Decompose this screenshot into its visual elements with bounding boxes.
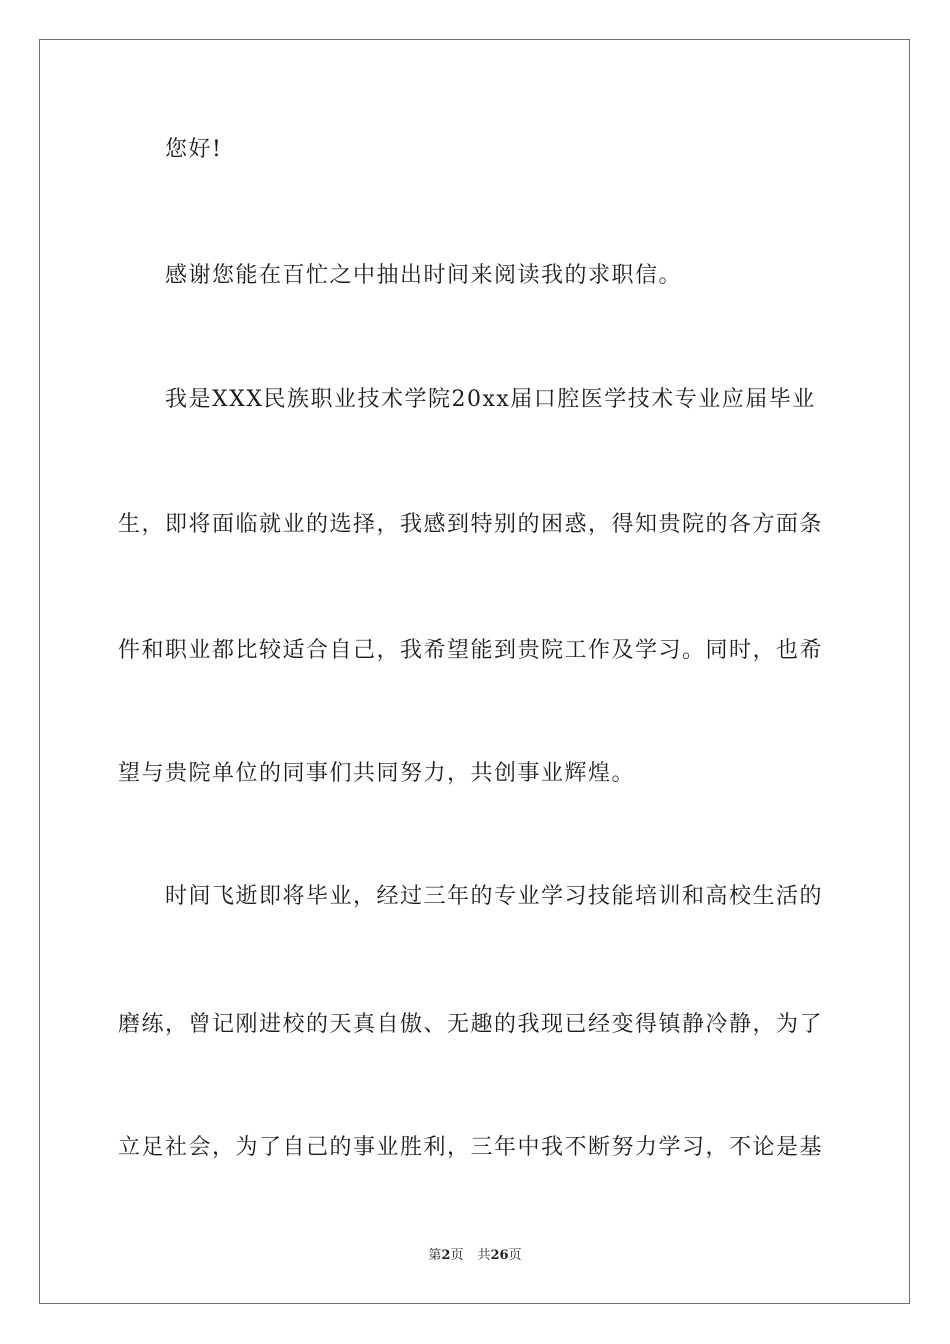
paragraph-line: 我是XXX民族职业技术学院20xx届口腔医学技术专业应届毕业 [165, 387, 816, 412]
total-prefix: 共 [477, 1248, 491, 1263]
page-frame [39, 39, 910, 1304]
page-prefix: 第 [428, 1248, 442, 1263]
paragraph-line: 感谢您能在百忙之中抽出时间来阅读我的求职信。 [165, 263, 683, 288]
paragraph-line: 生，即将面临就业的选择，我感到特别的困惑，得知贵院的各方面条 [118, 512, 824, 537]
paragraph-line: 立足社会，为了自己的事业胜利，三年中我不断努力学习，不论是基 [118, 1135, 824, 1160]
paragraph-line: 望与贵院单位的同事们共同努力，共创事业辉煌。 [118, 761, 636, 786]
total-suffix: 页 [508, 1248, 522, 1263]
paragraph-line: 磨练，曾记刚进校的天真自傲、无趣的我现已经变得镇静冷静，为了 [118, 1012, 824, 1037]
page-suffix: 页 [450, 1248, 464, 1263]
paragraph-line: 件和职业都比较适合自己，我希望能到贵院工作及学习。同时，也希 [118, 638, 824, 663]
total-pages: 26 [490, 1248, 509, 1263]
page-footer [0, 1247, 950, 1265]
page-number: 2 [441, 1248, 451, 1263]
salutation-line: 您好! [165, 137, 223, 162]
paragraph-line: 时间飞逝即将毕业，经过三年的专业学习技能培训和高校生活的 [165, 884, 824, 909]
